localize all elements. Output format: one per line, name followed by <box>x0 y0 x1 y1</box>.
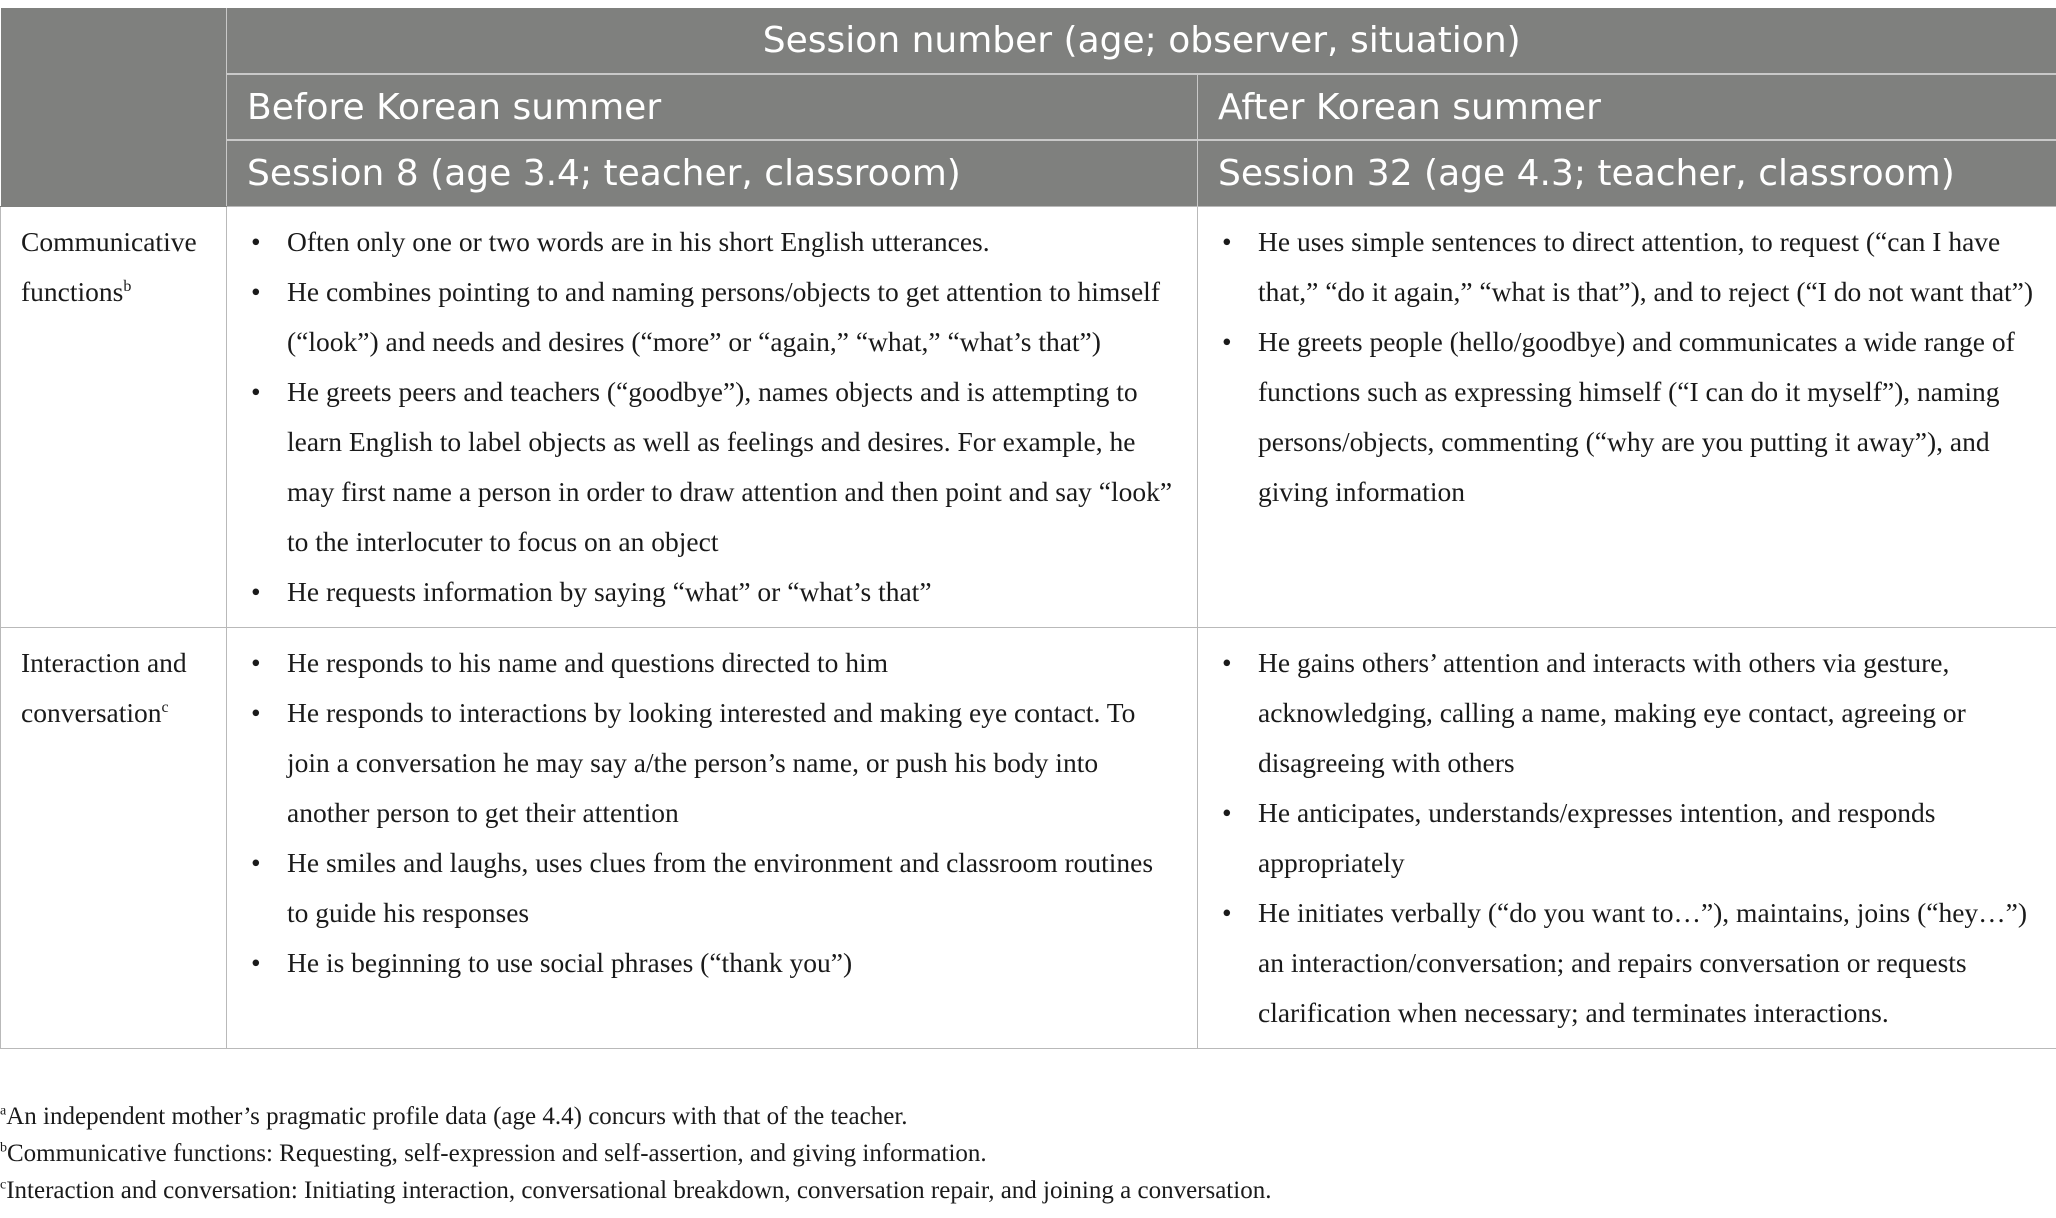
list-item-text: He uses simple sentences to direct attention, to request (“can I have that,” “do it again,” “what is that”), and to reject (“I do not want that”) <box>1258 225 2034 307</box>
list-item <box>247 267 1177 367</box>
bullet-icon: • <box>1222 225 1232 257</box>
bullet-list <box>247 217 1177 617</box>
list-item <box>1218 317 2036 517</box>
pragmatic-profile-table <box>0 8 2056 1049</box>
session-32-header: Session 32 (age 4.3; teacher, classroom) <box>1198 140 2056 206</box>
row-label-cell <box>1 206 227 627</box>
header-row-period <box>1 74 2056 140</box>
bullet-icon: • <box>251 646 261 678</box>
after-korean-summer-header: After Korean summer <box>1198 74 2056 140</box>
table-body <box>1 206 2056 1048</box>
footnote-b <box>0 1135 2056 1172</box>
bullet-icon: • <box>251 946 261 978</box>
list-item-text: He greets people (hello/goodbye) and communicates a wide range of functions such as expressing himself (“I can do it myself”), naming persons/objects, commenting (“why are you putting it away”), and giving information <box>1258 325 2015 507</box>
footnote-mark: c <box>161 698 169 716</box>
bullet-icon: • <box>251 575 261 607</box>
list-item <box>247 367 1177 567</box>
bullet-list <box>1218 217 2036 517</box>
session-number-header: Session number (age; observer, situation) <box>227 8 2056 74</box>
bullet-icon: • <box>1222 325 1232 357</box>
corner-header-cell <box>1 8 227 206</box>
list-item-text: He initiates verbally (“do you want to…”), maintains, joins (“hey…”) an interaction/conversation; and repairs conversation or requests clarification when necessary; and terminates interactions. <box>1258 896 2028 1028</box>
list-item-text: He responds to interactions by looking interested and making eye contact. To join a conversation he may say a/the person’s name, or push his body into another person to get their attention <box>287 696 1136 828</box>
bullet-icon: • <box>251 846 261 878</box>
header-row-session-title <box>1 8 2056 74</box>
bullet-list <box>1218 638 2036 1038</box>
list-item <box>247 638 1177 688</box>
table-header <box>1 8 2056 206</box>
session-8-header: Session 8 (age 3.4; teacher, classroom) <box>227 140 1198 206</box>
before-korean-summer-header: Before Korean summer <box>227 74 1198 140</box>
list-item <box>1218 217 2036 317</box>
footnote-text: An independent mother’s pragmatic profile data (age 4.4) concurs with that of the teacher. <box>6 1103 908 1130</box>
list-item <box>247 567 1177 617</box>
table-row <box>1 627 2056 1048</box>
list-item <box>1218 638 2036 788</box>
bullet-icon: • <box>251 696 261 728</box>
footnote-text: Interaction and conversation: Initiating interaction, conversational breakdown, conversation repair, and joining a conversation. <box>6 1177 1272 1204</box>
table-row <box>1 206 2056 627</box>
bullet-icon: • <box>1222 896 1232 928</box>
list-item <box>1218 788 2036 888</box>
list-item <box>247 217 1177 267</box>
footnote-mark: b <box>0 1140 7 1156</box>
bullet-icon: • <box>251 375 261 407</box>
footnote-c <box>0 1172 2056 1209</box>
bullet-icon: • <box>251 275 261 307</box>
list-item-text: Often only one or two words are in his short English utterances. <box>287 225 990 257</box>
bullet-list <box>247 638 1177 988</box>
footnote-mark: a <box>0 1103 7 1119</box>
list-item-text: He smiles and laughs, uses clues from the environment and classroom routines to guide his responses <box>287 846 1154 928</box>
after-cell <box>1198 627 2056 1048</box>
footnote-text: Communicative functions: Requesting, self-expression and self-assertion, and giving information. <box>7 1140 987 1167</box>
footnote-mark: b <box>123 277 132 295</box>
bullet-icon: • <box>251 225 261 257</box>
bullet-icon: • <box>1222 796 1232 828</box>
list-item <box>1218 888 2036 1038</box>
before-cell <box>227 206 1198 627</box>
row-label-cell <box>1 627 227 1048</box>
list-item-text: He greets peers and teachers (“goodbye”), names objects and is attempting to learn English to label objects as well as feelings and desires. For example, he may first name a person in order to draw attention and then point and say “look” to the interlocuter to focus on an object <box>287 375 1173 557</box>
row-label: Interaction and conversation <box>21 646 187 728</box>
list-item-text: He responds to his name and questions directed to him <box>287 646 889 678</box>
list-item-text: He gains others’ attention and interacts with others via gesture, acknowledging, calling a name, making eye contact, agreeing or disagreeing with others <box>1258 646 1966 778</box>
list-item <box>247 838 1177 938</box>
list-item-text: He anticipates, understands/expresses intention, and responds appropriately <box>1258 796 1936 878</box>
list-item-text: He requests information by saying “what” or “what’s that” <box>287 575 932 607</box>
table-footnotes <box>0 1098 2056 1209</box>
list-item-text: He combines pointing to and naming persons/objects to get attention to himself (“look”) and needs and desires (“more” or “again,” “what,” “what’s that”) <box>287 275 1160 357</box>
row-label: Communicative functions <box>21 225 197 307</box>
footnote-mark: c <box>0 1177 7 1193</box>
after-cell <box>1198 206 2056 627</box>
footnote-a <box>0 1098 2056 1135</box>
list-item <box>247 938 1177 988</box>
bullet-icon: • <box>1222 646 1232 678</box>
list-item-text: He is beginning to use social phrases (“thank you”) <box>287 946 853 978</box>
before-cell <box>227 627 1198 1048</box>
header-row-session <box>1 140 2056 206</box>
list-item <box>247 688 1177 838</box>
